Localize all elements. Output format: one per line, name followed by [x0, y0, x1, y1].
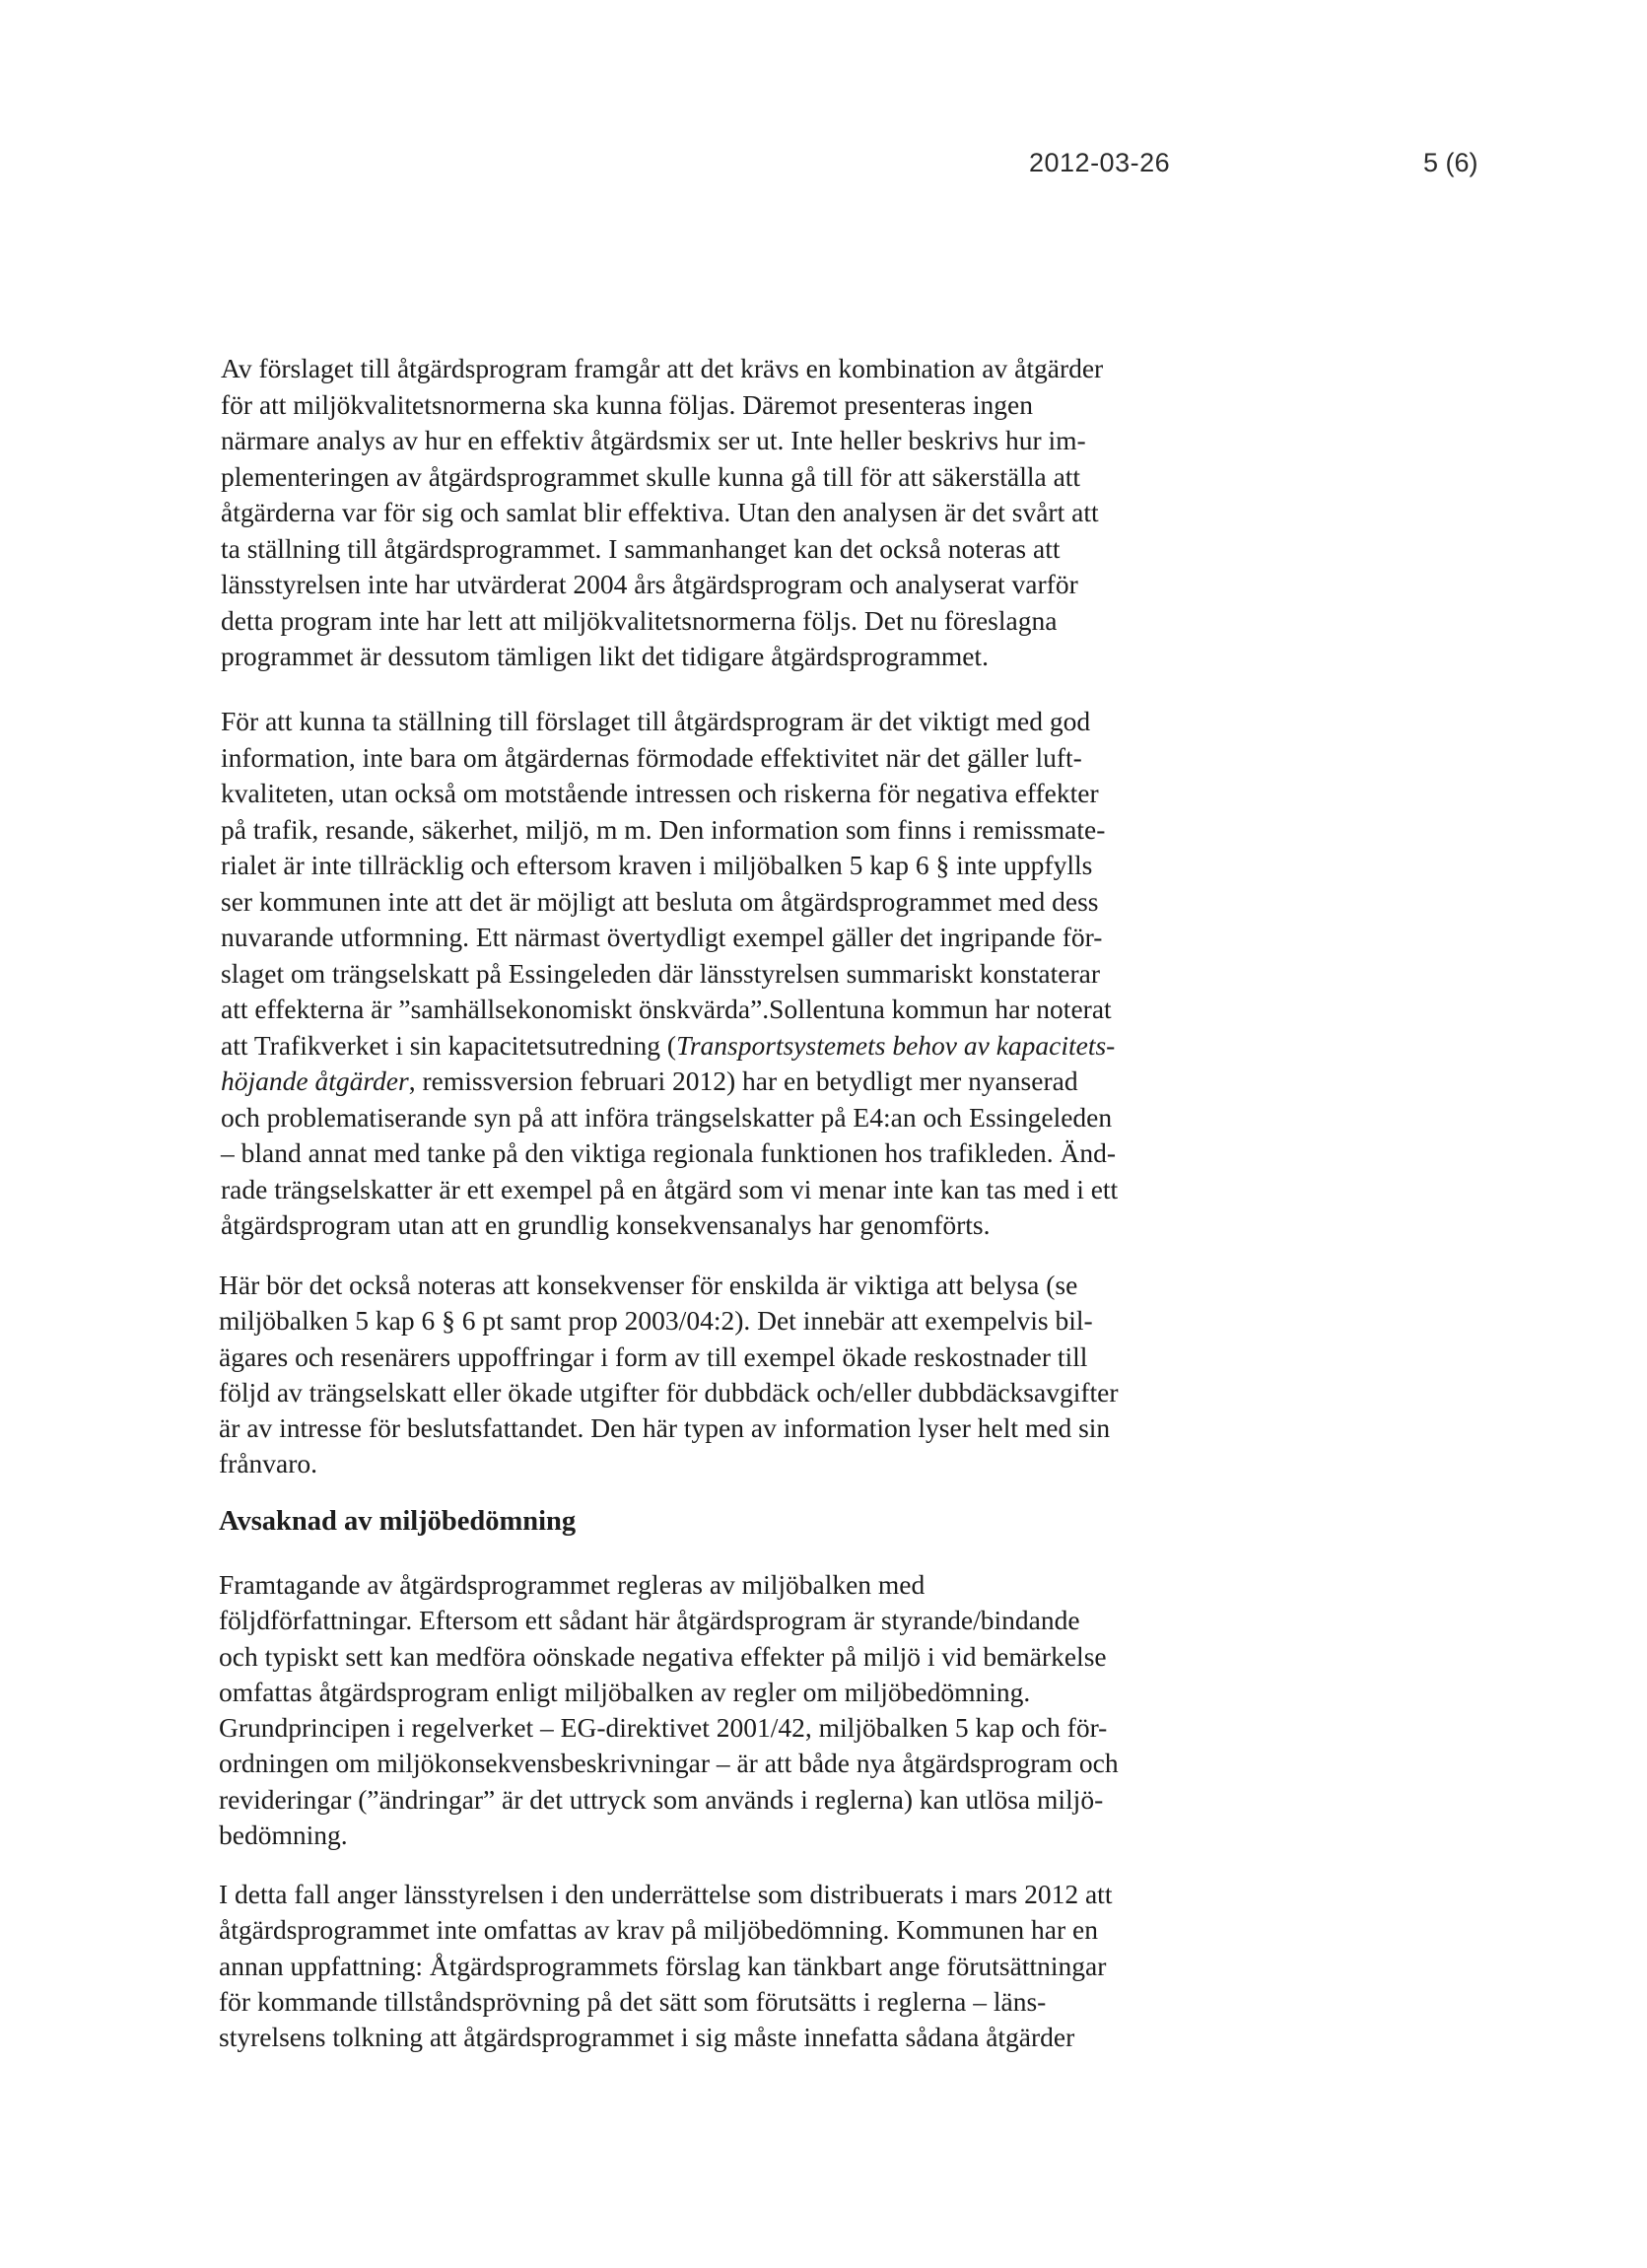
text-line: nuvarande utformning. Ett närmast övertydligt exempel gäller det ingripande för- — [221, 922, 1103, 952]
text-line: ta ställning till åtgärdsprogrammet. I sammanhanget kan det också noteras att — [221, 532, 1061, 564]
text-line: Grundprincipen i regelverket – EG-direktivet 2001/42, miljöbalken 5 kap och för- — [219, 1712, 1108, 1744]
text-line: kvaliteten, utan också om motstående intressen och riskerna för negativa effekter — [221, 778, 1099, 808]
text-line: länsstyrelsen inte har utvärderat 2004 års åtgärdsprogram och analyserat varför — [221, 569, 1078, 599]
text-line: ser kommunen inte att det är möjligt att besluta om åtgärdsprogrammet med dess — [221, 885, 1099, 917]
text-run: , remissversion februari 2012) har en betydligt mer nyanserad — [408, 1065, 1078, 1096]
italic-title: höjande åtgärder — [221, 1065, 409, 1096]
text-line: följdförfattningar. Eftersom ett sådant här åtgärdsprogram är styrande/bindande — [219, 1605, 1080, 1636]
text-line: I detta fall anger länsstyrelsen i den underrättelse som distribuerats i mars 2012 att — [219, 1879, 1113, 1909]
text-line: åtgärdsprogram utan att en grundlig konsekvensanalys har genomförts. — [221, 1209, 991, 1240]
text-line: miljöbalken 5 kap 6 § 6 pt samt prop 2003/04:2). Det innebär att exempelvis bil- — [219, 1305, 1093, 1337]
text-line: För att kunna ta ställning till förslaget till åtgärdsprogram är det viktigt med god — [221, 706, 1091, 736]
text-line: åtgärdsprogrammet inte omfattas av krav på miljöbedömning. Kommunen har en — [219, 1914, 1098, 1946]
page-number: 5 (6) — [1423, 148, 1478, 177]
text-line: annan uppfattning: Åtgärdsprogrammets förslag kan tänkbart ange förutsättningar — [219, 1950, 1107, 1981]
section-heading: Avsaknad av miljöbedömning — [219, 1506, 577, 1537]
text-line: styrelsens tolkning att åtgärdsprogrammet i sig måste innefatta sådana åtgärder — [219, 2022, 1075, 2053]
text-line: – bland annat med tanke på den viktiga regionala funktionen hos trafikleden. Änd- — [221, 1137, 1116, 1168]
text-line: att effekterna är ”samhällsekonomiskt önskvärda”.Sollentuna kommun har noterat — [221, 994, 1112, 1024]
text-line: frånvaro. — [219, 1448, 318, 1479]
text-line: Här bör det också noteras att konsekvenser för enskilda är viktiga att belysa (se — [219, 1270, 1078, 1300]
text-line: information, inte bara om åtgärdernas förmodade effektivitet när det gäller luft- — [221, 741, 1082, 773]
text-line: och problematiserande syn på att införa trängselskatter på E4:an och Essingeleden — [221, 1101, 1113, 1133]
paragraph-5 — [219, 1877, 1112, 2055]
text-line: är av intresse för beslutsfattandet. Den här typen av information lyser helt med sin — [219, 1412, 1111, 1444]
text-line — [221, 1028, 1118, 1065]
text-line: ordningen om miljökonsekvensbeskrivningar – är att både nya åtgärdsprogram och — [219, 1748, 1119, 1779]
text-line: slaget om trängselskatt på Essingeleden där länsstyrelsen summariskt konstaterar — [221, 957, 1100, 989]
text-line: plementeringen av åtgärdsprogrammet skulle kunna gå till för att säkerställa att — [221, 460, 1081, 492]
paragraph-4 — [219, 1567, 1119, 1853]
text-line: närmare analys av hur en effektiv åtgärdsmix ser ut. Inte heller beskrivs hur im- — [221, 425, 1086, 455]
text-line: detta program inte har lett att miljökvalitetsnormerna följs. Det nu föreslagna — [221, 604, 1058, 636]
text-line: Av förslaget till åtgärdsprogram framgår att det krävs en kombination av åtgärder — [221, 353, 1104, 383]
text-line: för att miljökvalitetsnormerna ska kunna följas. Däremot presenteras ingen — [221, 388, 1033, 420]
text-line: och typiskt sett kan medföra oönskade negativa effekter på miljö i vid bemärkelse — [219, 1640, 1107, 1672]
text-line: bedömning. — [219, 1820, 348, 1851]
text-line: Framtagande av åtgärdsprogrammet regleras av miljöbalken med — [219, 1569, 926, 1600]
text-line — [221, 1064, 1118, 1100]
text-line: följd av trängselskatt eller ökade utgifter för dubbdäck och/eller dubbdäcksavgifter — [219, 1376, 1119, 1408]
italic-title: Transportsystemets behov av kapacitets- — [676, 1029, 1116, 1061]
text-line: revideringar (”ändringar” är det uttryck som används i reglerna) kan utlösa miljö- — [219, 1783, 1104, 1815]
text-line: programmet är dessutom tämligen likt det tidigare åtgärdsprogrammet. — [221, 641, 989, 671]
document-date: 2012-03-26 — [1029, 148, 1171, 177]
text-line: rialet är inte tillräcklig och eftersom kraven i miljöbalken 5 kap 6 § inte uppfylls — [221, 850, 1093, 880]
text-line: omfattas åtgärdsprogram enligt miljöbalken av regler om miljöbedömning. — [219, 1676, 1031, 1707]
text-line: åtgärderna var för sig och samlat blir effektiva. Utan den analysen är det svårt att — [221, 497, 1099, 527]
paragraph-2 — [221, 704, 1118, 1244]
text-line: rade trängselskatter är ett exempel på en åtgärd som vi menar inte kan tas med i ett — [221, 1173, 1119, 1204]
text-line: för kommande tillståndsprövning på det sätt som förutsätts i reglerna – läns- — [219, 1985, 1047, 2017]
paragraph-3 — [219, 1268, 1119, 1482]
text-line: på trafik, resande, säkerhet, miljö, m m. Den information som finns i remissmate- — [221, 813, 1106, 845]
text-run: att Trafikverket i sin kapacitetsutredning ( — [221, 1029, 677, 1061]
paragraph-1 — [221, 351, 1103, 675]
text-line: ägares och resenärers uppoffringar i form av till exempel ökade reskostnader till — [219, 1340, 1088, 1372]
